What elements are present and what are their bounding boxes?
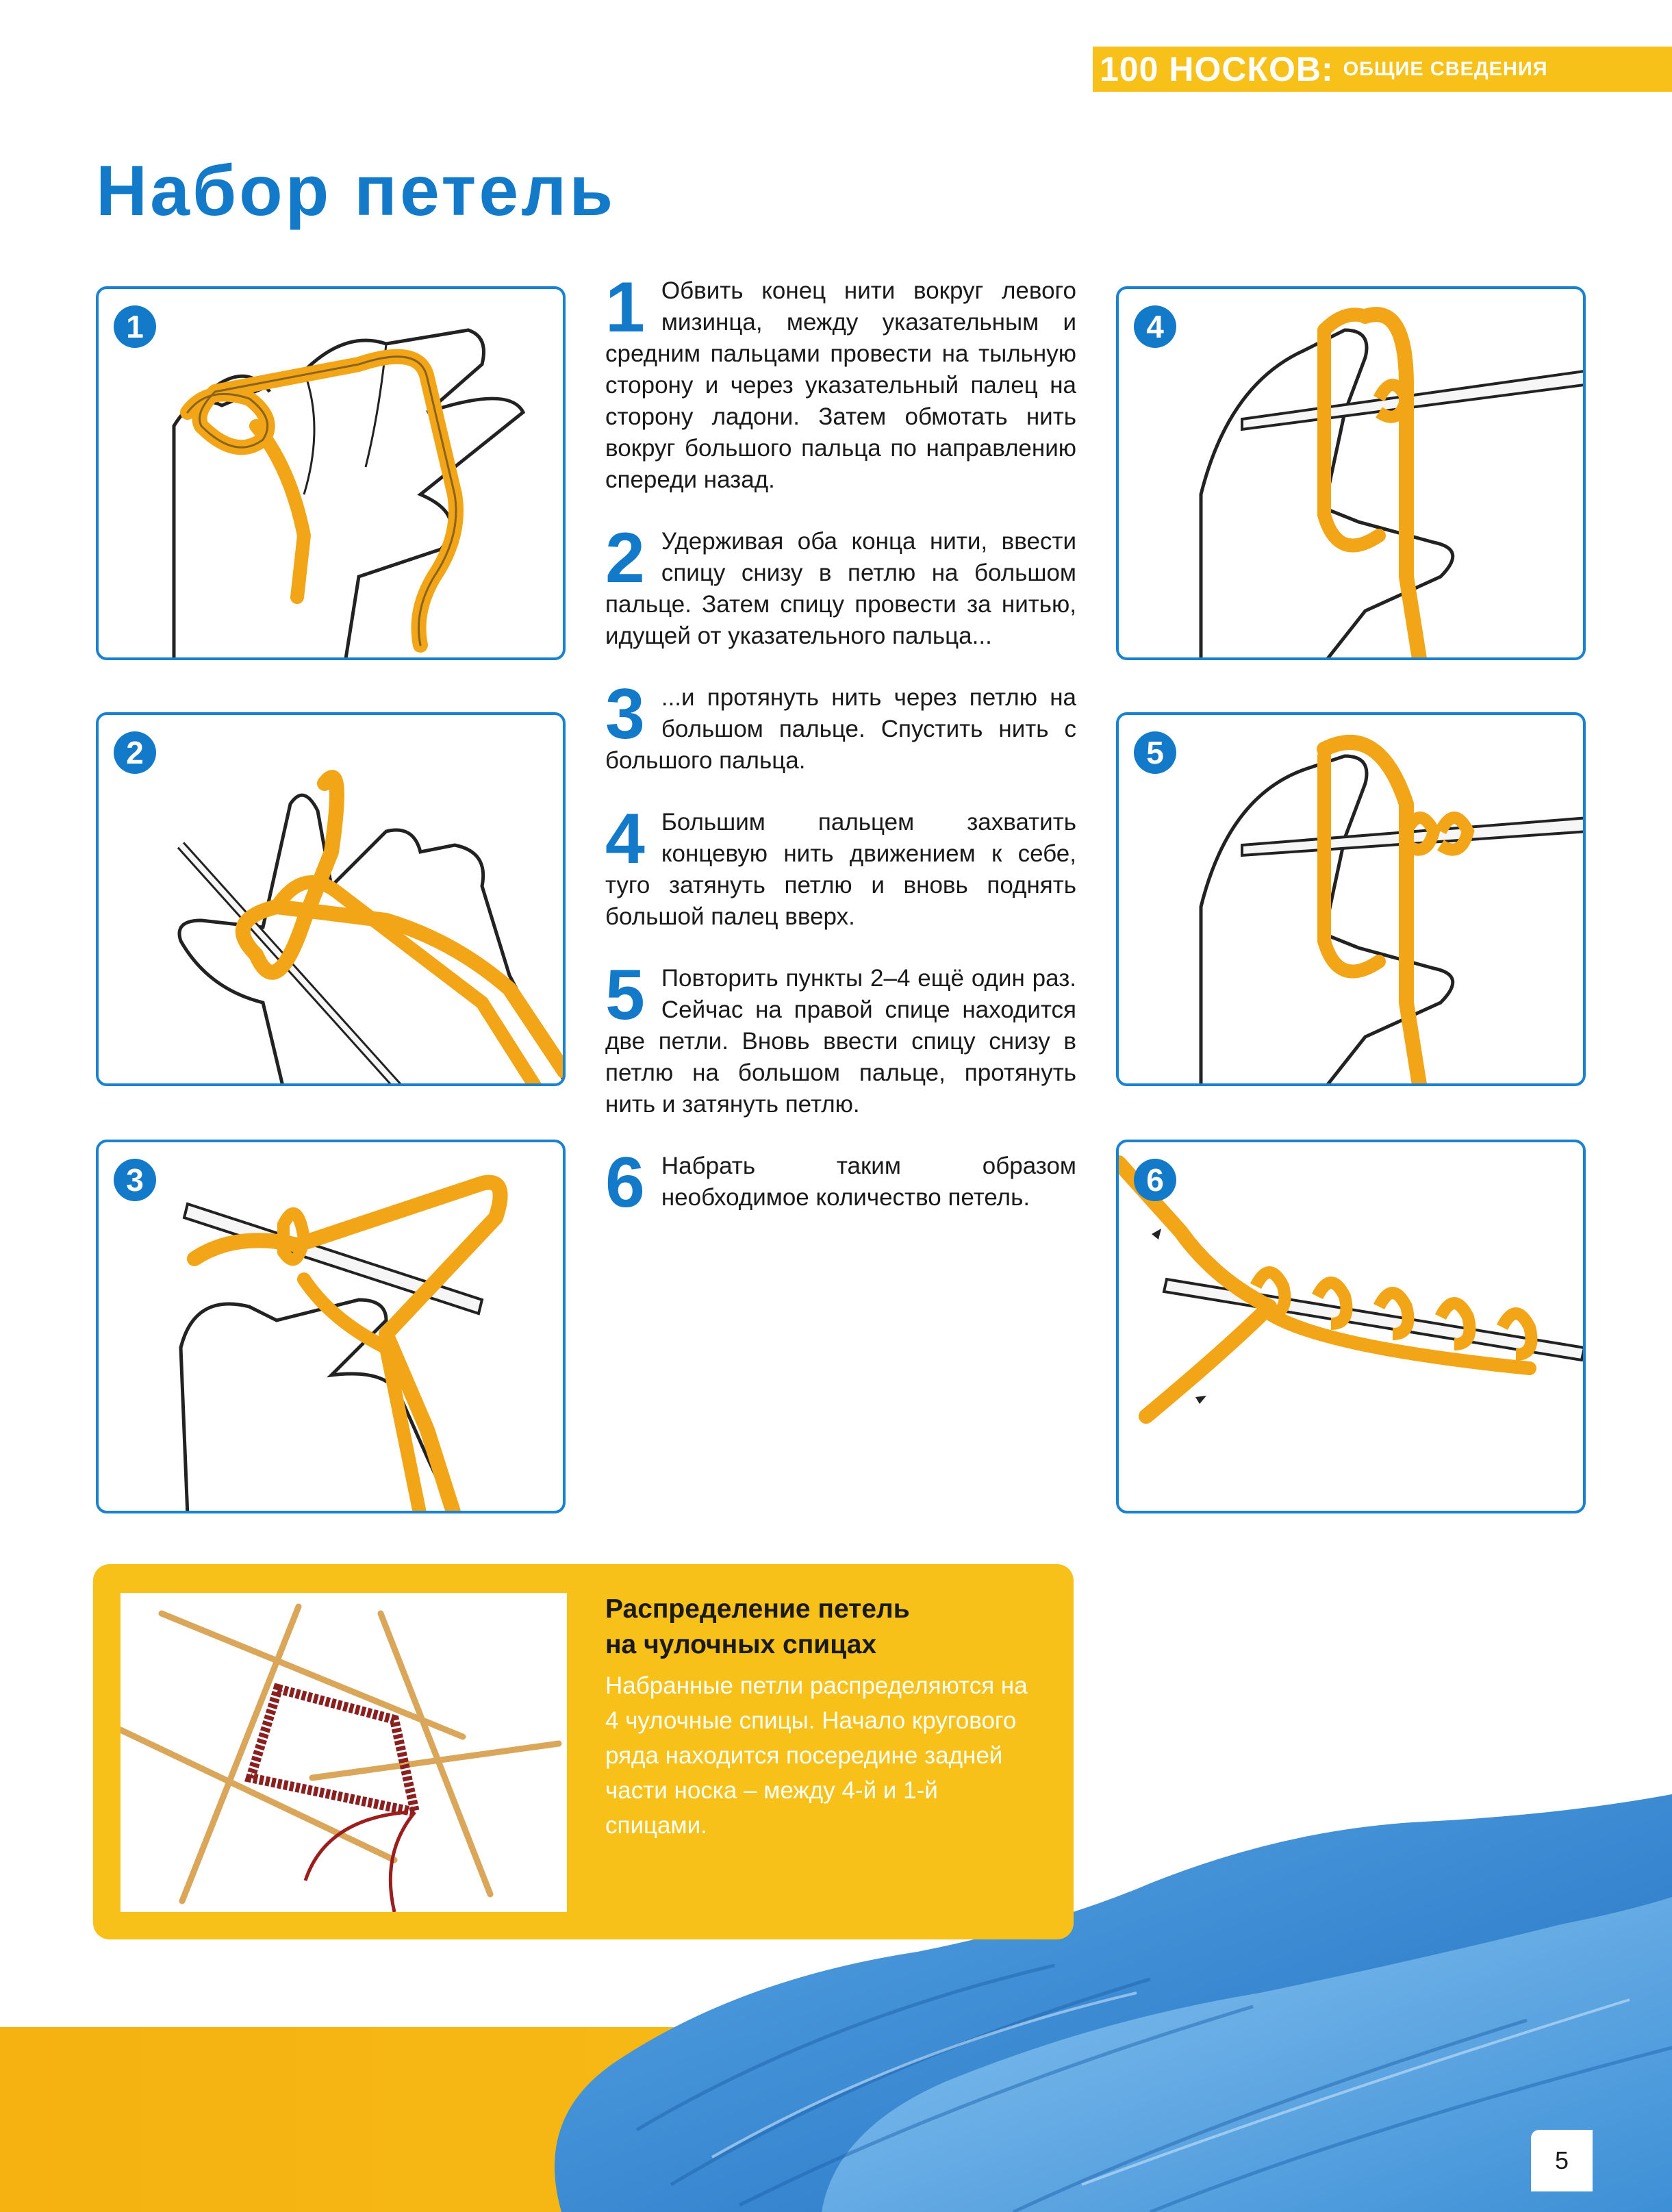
- panel-number-badge: 5: [1134, 731, 1176, 774]
- instruction-steps: [605, 268, 1076, 1244]
- page-title: Набор петель: [96, 151, 616, 231]
- step-6: [605, 1143, 1076, 1222]
- callout-title-line-1: Распределение петель: [605, 1594, 910, 1624]
- illustration-panel-1: [96, 286, 566, 660]
- step-number: 3: [605, 675, 645, 754]
- double-pointed-needles-photo: [121, 1593, 567, 1912]
- illustration-panel-3: [96, 1140, 566, 1513]
- step-text: ...и протянуть нить через петлю на большом пальце. Спустить нить с большого пальца.: [605, 684, 1076, 774]
- hand-illustration-2: [99, 715, 566, 1086]
- panel-number-badge: 6: [1134, 1159, 1176, 1201]
- step-number: 2: [605, 518, 645, 598]
- step-text: Повторить пункты 2–4 ещё один раз. Сейчас на правой спице находится две петли. Вновь ввести спицу снизу в петлю на большом пальце, протянуть нить и затянуть петлю.: [605, 965, 1076, 1118]
- step-4: [605, 799, 1076, 933]
- step-number: 6: [605, 1143, 645, 1222]
- callout-box: [93, 1564, 1074, 1939]
- step-text: Большим пальцем захватить концевую нить движением к себе, туго затянуть петлю и вновь поднять большой палец вверх.: [605, 809, 1076, 930]
- illustration-panel-6: [1116, 1140, 1586, 1513]
- callout-body: Набранные петли распределяются на 4 чулочные спицы. Начало кругового ряда находится посередине задней части носка – между 4-й и 1-й спицами.: [605, 1672, 1028, 1839]
- needles-illustration: [121, 1593, 567, 1912]
- hand-illustration-3: [99, 1142, 566, 1513]
- callout-title-line-2: на чулочных спицах: [605, 1630, 877, 1659]
- hand-illustration-4: [1119, 289, 1586, 660]
- step-number: 4: [605, 799, 645, 879]
- step-5: [605, 955, 1076, 1120]
- step-3: [605, 675, 1076, 777]
- step-text: Обвить конец нити вокруг левого мизинца, между указательным и средним пальцами провести на тыльную сторону и через указательный палец на сторону ладони. Затем обмотать нить вокруг большого пальца по направлению спереди назад.: [605, 277, 1076, 493]
- illustration-panel-2: [96, 712, 566, 1086]
- step-number: 5: [605, 955, 645, 1035]
- step-2: [605, 518, 1076, 652]
- step-text: Удерживая оба конца нити, ввести спицу снизу в петлю на большом пальце. Затем спицу провести за нитью, идущей от указательного пальца...: [605, 528, 1076, 649]
- needle-illustration-6: [1119, 1142, 1586, 1513]
- illustration-panel-4: [1116, 286, 1586, 660]
- hand-illustration-1: [99, 289, 566, 660]
- step-text: Набрать таким образом необходимое количество петель.: [661, 1153, 1076, 1211]
- step-number: 1: [605, 268, 645, 347]
- callout-title: [605, 1592, 910, 1663]
- step-1: [605, 268, 1076, 496]
- panel-number-badge: 4: [1134, 305, 1176, 348]
- panel-number-badge: 3: [114, 1159, 156, 1201]
- illustration-panel-5: [1116, 712, 1586, 1086]
- panel-number-badge: 2: [114, 731, 156, 774]
- page-number: 5: [1531, 2130, 1593, 2191]
- running-header: [1093, 47, 1672, 92]
- panel-number-badge: 1: [114, 305, 156, 348]
- header-series: 100 НОСКОВ:: [1100, 50, 1334, 88]
- hand-illustration-5: [1119, 715, 1586, 1086]
- header-section: ОБЩИЕ СВЕДЕНИЯ: [1343, 58, 1548, 80]
